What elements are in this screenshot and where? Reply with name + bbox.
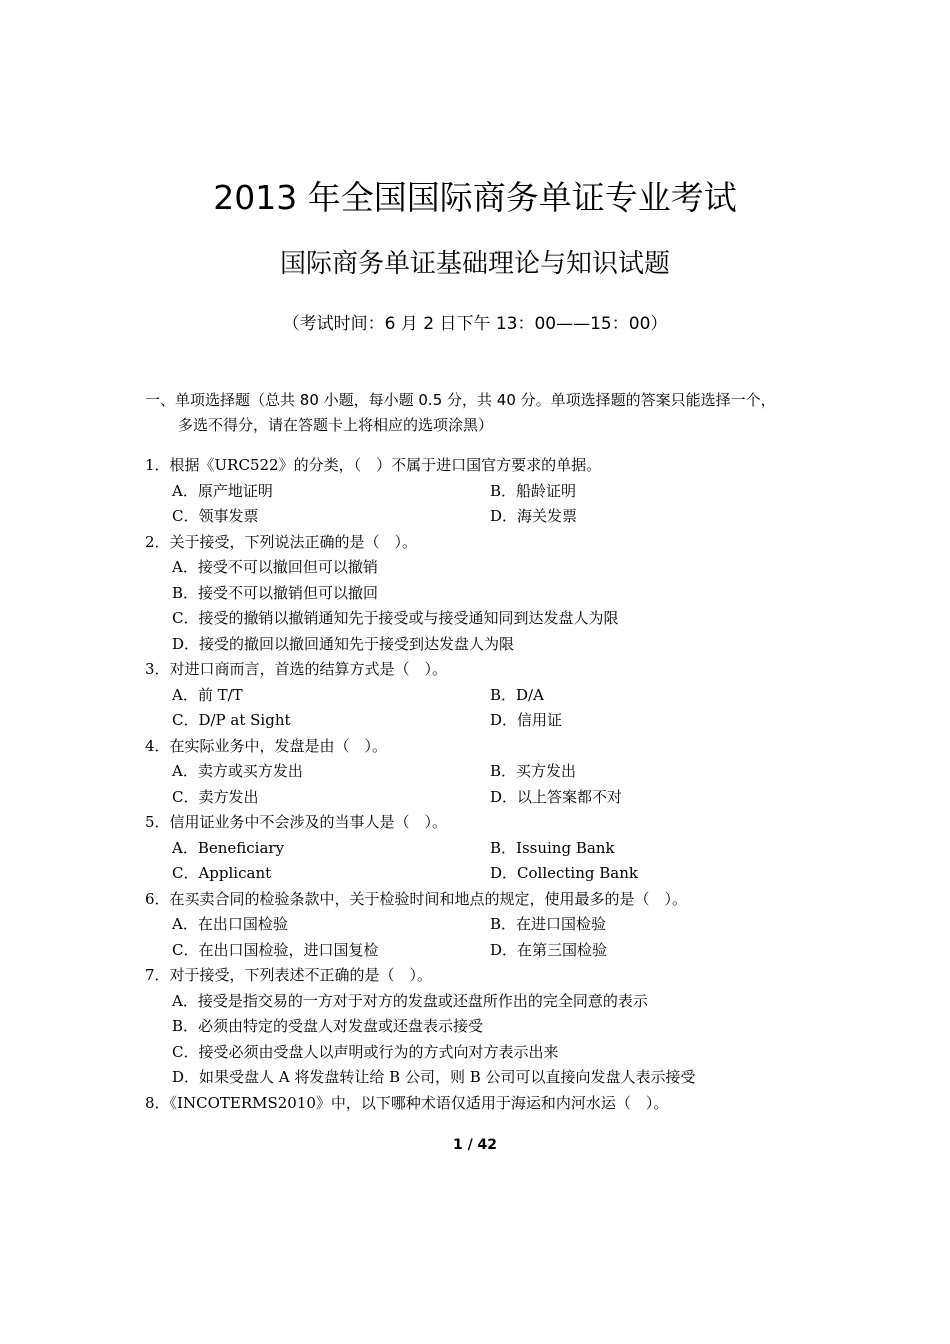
question-6-stem: 6．在买卖合同的检验条款中，关于检验时间和地点的规定，使用最多的是（ ）。 — [145, 889, 688, 908]
question-2-stem: 2．关于接受，下列说法正确的是（ ）。 — [145, 532, 418, 551]
question-7-stem: 7．对于接受，下列表述不正确的是（ ）。 — [145, 966, 433, 984]
question-6-option-b: B．在进口国检验 — [490, 915, 607, 933]
question-3-option-c: C．D/P at Sight — [172, 711, 291, 729]
question-4-option-a: A．卖方或买方发出 — [172, 762, 303, 780]
question-3-options-row-1 — [145, 683, 825, 709]
question-4-option-b: B．买方发出 — [490, 762, 577, 780]
question-6-option-c: C．在出口国检验，进口国复检 — [172, 940, 379, 959]
question-1-stem: 1．根据《URC522》的分类，（ ）不属于进口国官方要求的单据。 — [145, 456, 602, 474]
question-2-option-b: B．接受不可以撤销但可以撤回 — [172, 583, 379, 602]
question-1-options-row-1 — [145, 479, 825, 505]
question-4-stem: 4．在实际业务中，发盘是由（ ）。 — [145, 736, 388, 755]
question-7-option-c: C．接受必须由受盘人以声明或行为的方式向对方表示出来 — [172, 1042, 559, 1061]
question-5-option-b: B．Issuing Bank — [490, 838, 615, 857]
question-1-option-c: C．领事发票 — [172, 507, 259, 525]
question-8-stem: 8．《INCOTERMS2010》中，以下哪种术语仅适用于海运和内河水运（ ）。 — [145, 1093, 669, 1112]
question-4-option-c: C．卖方发出 — [172, 787, 259, 806]
question-4-options-row-2 — [145, 785, 825, 811]
section-line-2: 多选不得分，请在答题卡上将相应的选项涂黑） — [178, 416, 494, 434]
question-1-option-d: D．海关发票 — [490, 507, 578, 525]
question-2-option-a: A．接受不可以撤回但可以撤销 — [172, 558, 378, 576]
question-3-option-b: B．D/A — [490, 685, 544, 704]
question-7-option-d: D．如果受盘人 A 将发盘转让给 B 公司，则 B 公司可以直接向发盘人表示接受 — [172, 1068, 696, 1086]
question-6-options-row-1 — [145, 912, 825, 938]
question-7-option-b: B．必须由特定的受盘人对发盘或还盘表示接受 — [172, 1017, 484, 1035]
section-instructions — [145, 388, 815, 438]
question-5-stem: 5．信用证业务中不会涉及的当事人是（ ）。 — [145, 813, 448, 831]
question-5-options-row-2 — [145, 861, 825, 887]
question-6-options-row-2 — [145, 938, 825, 964]
question-list — [145, 453, 825, 1116]
question-7-option-a: A．接受是指交易的一方对于对方的发盘或还盘所作出的完全同意的表示 — [172, 991, 648, 1010]
question-4-options-row-1 — [145, 759, 825, 785]
question-2-option-c: C．接受的撤销以撤销通知先于接受或与接受通知同到达发盘人为限 — [172, 609, 619, 627]
exam-time: （考试时间：6 月 2 日下午 13：00——15：00） — [282, 314, 668, 334]
question-3-options-row-2 — [145, 708, 825, 734]
question-3-stem: 3．对进口商而言，首选的结算方式是（ ）。 — [145, 660, 448, 678]
question-1-options-row-2 — [145, 504, 825, 530]
page-number: 1 / 42 — [452, 1137, 498, 1153]
question-2-option-d: D．接受的撤回以撤回通知先于接受到达发盘人为限 — [172, 634, 515, 653]
exam-subtitle: 国际商务单证基础理论与知识试题 — [279, 249, 670, 279]
section-line-1: 一、单项选择题（总共 80 小题，每小题 0.5 分，共 40 分。单项选择题的答案只能选择一个， — [145, 391, 776, 409]
question-6-option-a: A．在出口国检验 — [172, 915, 288, 933]
question-6-option-d: D．在第三国检验 — [490, 940, 608, 959]
question-3-option-d: D．信用证 — [490, 711, 563, 729]
exam-title: 2013 年全国国际商务单证专业考试 — [213, 178, 737, 217]
question-1-option-b: B．船龄证明 — [490, 481, 577, 500]
question-4-option-d: D．以上答案都不对 — [490, 787, 623, 806]
question-3-option-a: A．前 T/T — [172, 685, 243, 704]
question-5-option-c: C．Applicant — [172, 864, 272, 882]
question-5-option-a: A．Beneficiary — [172, 838, 285, 857]
question-5-options-row-1 — [145, 836, 825, 862]
question-1-option-a: A．原产地证明 — [172, 481, 273, 500]
question-5-option-d: D．Collecting Bank — [490, 864, 638, 882]
